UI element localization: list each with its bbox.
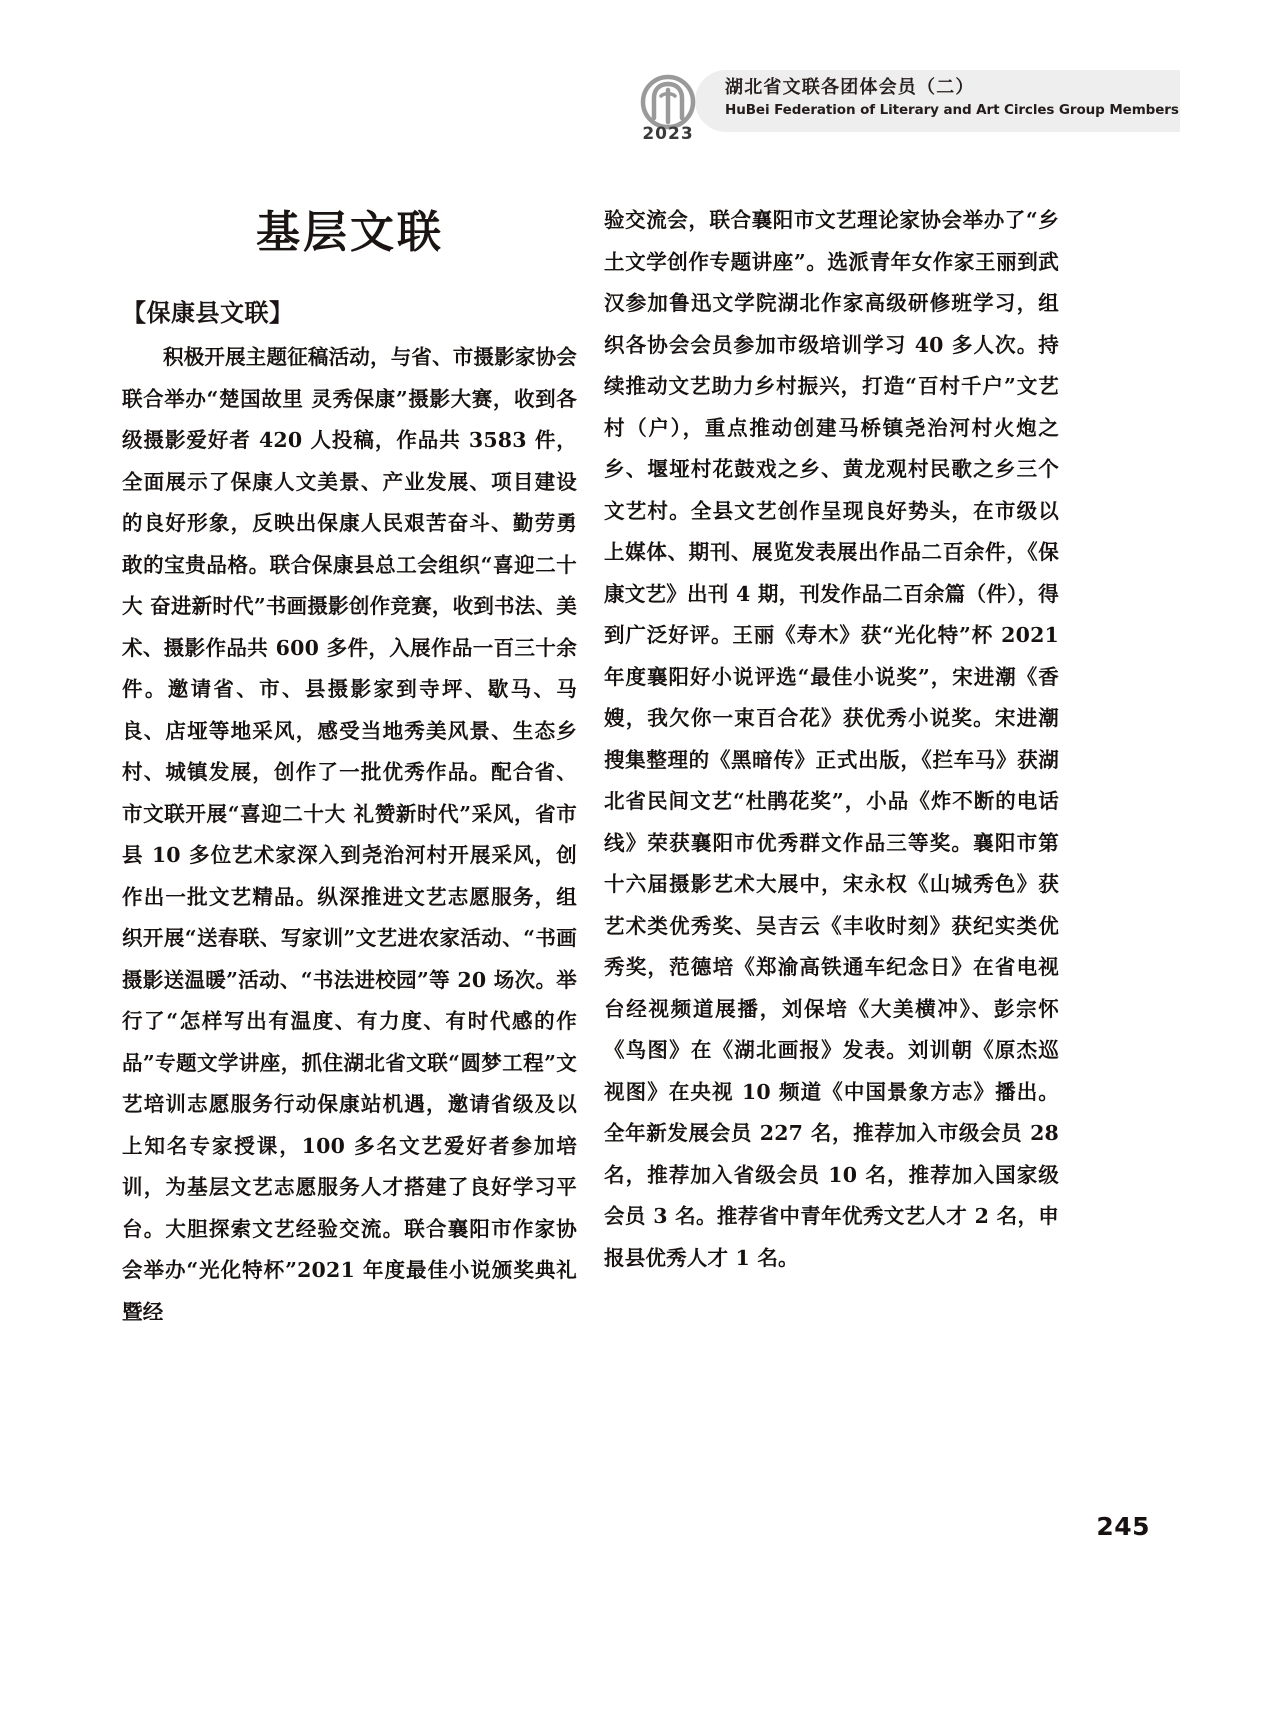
section-heading: 【保康县文联】	[122, 299, 294, 327]
left-column	[122, 293, 577, 1333]
body-paragraph-left: 积极开展主题征稿活动，与省、市摄影家协会联合举办“楚国故里 灵秀保康”摄影大赛，收到各级摄影爱好者 420 人投稿，作品共 3583 件，全面展示了保康人文美景、产业发展、项目建设的良好形象，反映出保康人民艰苦奋斗、勤劳勇敢的宝贵品格。联合保康县总工会组织“喜迎二十大 奋进新时代”书画摄影创作竞赛，收到书法、美术、摄影作品共 600 多件，入展作品一百三十余件。邀请省、市、县摄影家到寺坪、歇马、马良、店垭等地采风，感受当地秀美风景、生态乡村、城镇发展，创作了一批优秀作品。配合省、市文联开展“喜迎二十大 礼赞新时代”采风，省市县 10 多位艺术家深入到尧治河村开展采风，创作出一批文艺精品。纵深推进文艺志愿服务，组织开展“送春联、写家训”文艺进农家活动、“书画摄影送温暖”活动、“书法进校园”等 20 场次。举行了“怎样写出有温度、有力度、有时代感的作品”专题文学讲座，抓住湖北省文联“圆梦工程”文艺培训志愿服务行动保康站机遇，邀请省级及以上知名专家授课，100 多名文艺爱好者参加培训，为基层文艺志愿服务人才搭建了良好学习平台。大胆探索文艺经验交流。联合襄阳市作家协会举办“光化特杯”2021 年度最佳小说颁奖典礼暨经	[122, 345, 577, 1324]
header-title-cn: 湖北省文联各团体会员（二）	[725, 77, 975, 98]
running-header	[620, 68, 1180, 144]
hubei-federation-emblem-icon	[640, 74, 696, 130]
page-number: 245	[1096, 1512, 1150, 1541]
header-logo-year: 2023	[642, 124, 694, 144]
body-paragraph-right: 验交流会，联合襄阳市文艺理论家协会举办了“乡土文学创作专题讲座”。选派青年女作家王丽到武汉参加鲁迅文学院湖北作家高级研修班学习，组织各协会会员参加市级培训学习 40 多人次。持续推动文艺助力乡村振兴，打造“百村千户”文艺村（户），重点推动创建马桥镇尧治河村火炮之乡、堰垭村花鼓戏之乡、黄龙观村民歌之乡三个文艺村。全县文艺创作呈现良好势头，在市级以上媒体、期刊、展览发表展出作品二百余件，《保康文艺》出刊 4 期，刊发作品二百余篇（件），得到广泛好评。王丽《寿木》获“光化特”杯 2021 年度襄阳好小说评选“最佳小说奖”，宋进潮《香嫂，我欠你一束百合花》获优秀小说奖。宋进潮搜集整理的《黑暗传》正式出版，《拦车马》获湖北省民间文艺“杜鹃花奖”，小品《炸不断的电话线》荣获襄阳市优秀群文作品三等奖。襄阳市第十六届摄影艺术大展中，宋永权《山城秀色》获艺术类优秀奖、吴吉云《丰收时刻》获纪实类优秀奖，范德培《郑渝高铁通车纪念日》在省电视台经视频道展播，刘保培《大美横冲》、彭宗怀《鸟图》在《湖北画报》发表。刘训朝《原杰巡视图》在央视 10 频道《中国景象方志》播出。全年新发展会员 227 名，推荐加入市级会员 28 名，推荐加入省级会员 10 名，推荐加入国家级会员 3 名。推荐省中青年优秀文艺人才 2 名，申报县优秀人才 1 名。	[604, 208, 1059, 1270]
right-column	[604, 200, 1059, 1279]
header-logo	[634, 74, 702, 142]
header-text-group	[725, 76, 1179, 120]
page-title: 基层文联	[256, 207, 444, 258]
header-title-en: HuBei Federation of Literary and Art Circles Group Members	[725, 102, 1179, 118]
